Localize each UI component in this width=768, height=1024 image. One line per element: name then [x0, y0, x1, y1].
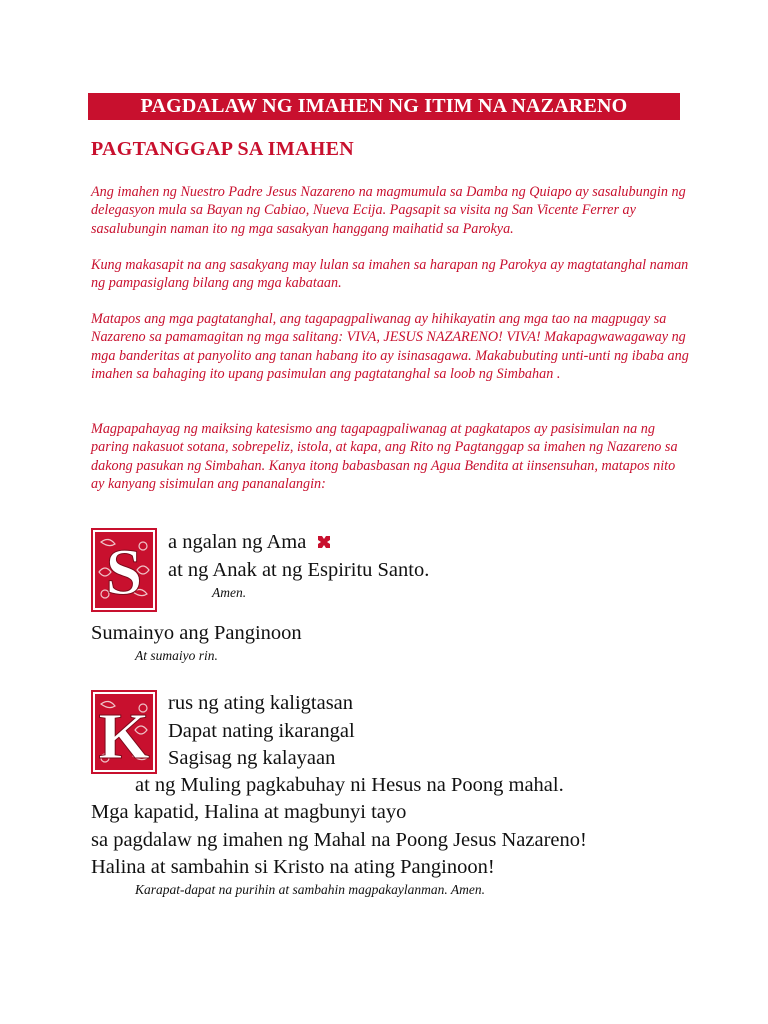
section-heading: PAGTANGGAP SA IMAHEN — [91, 138, 355, 160]
rubric-paragraph-2: Kung makasapit na ang sasakyang may lulan sa imahen sa harapan ng Parokya ay magtatanghal naman ng pampasiglang bilang ang mga kabataan. — [91, 257, 689, 292]
prayer1-response: Amen. — [212, 585, 247, 600]
prayer2-response: Karapat-dapat na purihin at sambahin magpakaylanman. Amen. — [135, 882, 485, 897]
illuminated-letter-s-graphic — [95, 532, 153, 608]
document-title-banner: PAGDALAW NG IMAHEN NG ITIM NA NAZARENO — [88, 93, 680, 120]
prayer1-line2: at ng Anak at ng Espiritu Santo. — [168, 559, 430, 581]
rubric-paragraph-4: Magpapahayag ng maiksing katesismo ang tagapagpaliwanag at pagkatapos ay pasisimulan na ng paring nakasuot sotana, sobrepeliz, istola, at kapa, ang Rito ng Pagtanggap sa imahen ng Nazareno sa dakong pasukan ng Simbahan. Kanya itong babasbasan ng Agua Bendita at iinsensuhan, matapos nito ay kanyang sisimulan ang pananalangin: — [91, 421, 678, 492]
prayer2-line1: rus ng ating kaligtasan — [168, 692, 354, 714]
maltese-cross-icon — [317, 532, 331, 555]
prayer2-line7: Halina at sambahin si Kristo na ating Panginoon! — [91, 856, 495, 878]
rubric-paragraph-1: Ang imahen ng Nuestro Padre Jesus Nazareno na magmumula sa Damba ng Quiapo ay sasalubungin ng delegasyon mula sa Bayan ng Cabiao, Nueva Ecija. Pagsapit sa visita ng San Vicente Ferrer ay sasalubungin naman ito ng mga sasakyan hanggang maihatid sa Parokya. — [91, 184, 686, 237]
greeting-response: At sumaiyo rin. — [135, 648, 218, 663]
illuminated-letter-k-graphic — [95, 694, 153, 770]
greeting-line: Sumainyo ang Panginoon — [91, 622, 302, 644]
prayer2-line2: Dapat nating ikarangal — [168, 720, 355, 742]
svg-text:S: S — [105, 536, 143, 608]
prayer1-line1 — [168, 531, 331, 555]
prayer2-line3: Sagisag ng kalayaan — [168, 747, 336, 769]
rubric-paragraph-3: Matapos ang mga pagtatanghal, ang tagapagpaliwanag ay hihikayatin ang mga tao na magpugay sa Nazareno sa pamamagitan ng mga salitang: VIVA, JESUS NAZARENO! VIVA! Makapagwawagaway ng mga banderitas at panyolito ang tanan habang ito ay isinasagawa. Makabubuting unti-unti ng ibaba ang imahen sa bahaging ito upang pasimulan ang pagtatanghal sa loob ng Simbahan . — [91, 311, 689, 382]
prayer2-line5: Mga kapatid, Halina at magbunyi tayo — [91, 801, 407, 823]
illuminated-letter-s-icon — [93, 530, 155, 610]
prayer1-line1-text: a ngalan ng Ama — [168, 531, 307, 553]
prayer2-line6: sa pagdalaw ng imahen ng Mahal na Poong Jesus Nazareno! — [91, 829, 587, 851]
illuminated-letter-k-icon — [93, 692, 155, 772]
prayer2-line4: at ng Muling pagkabuhay ni Hesus na Poong mahal. — [135, 774, 564, 796]
svg-text:K: K — [98, 700, 150, 770]
